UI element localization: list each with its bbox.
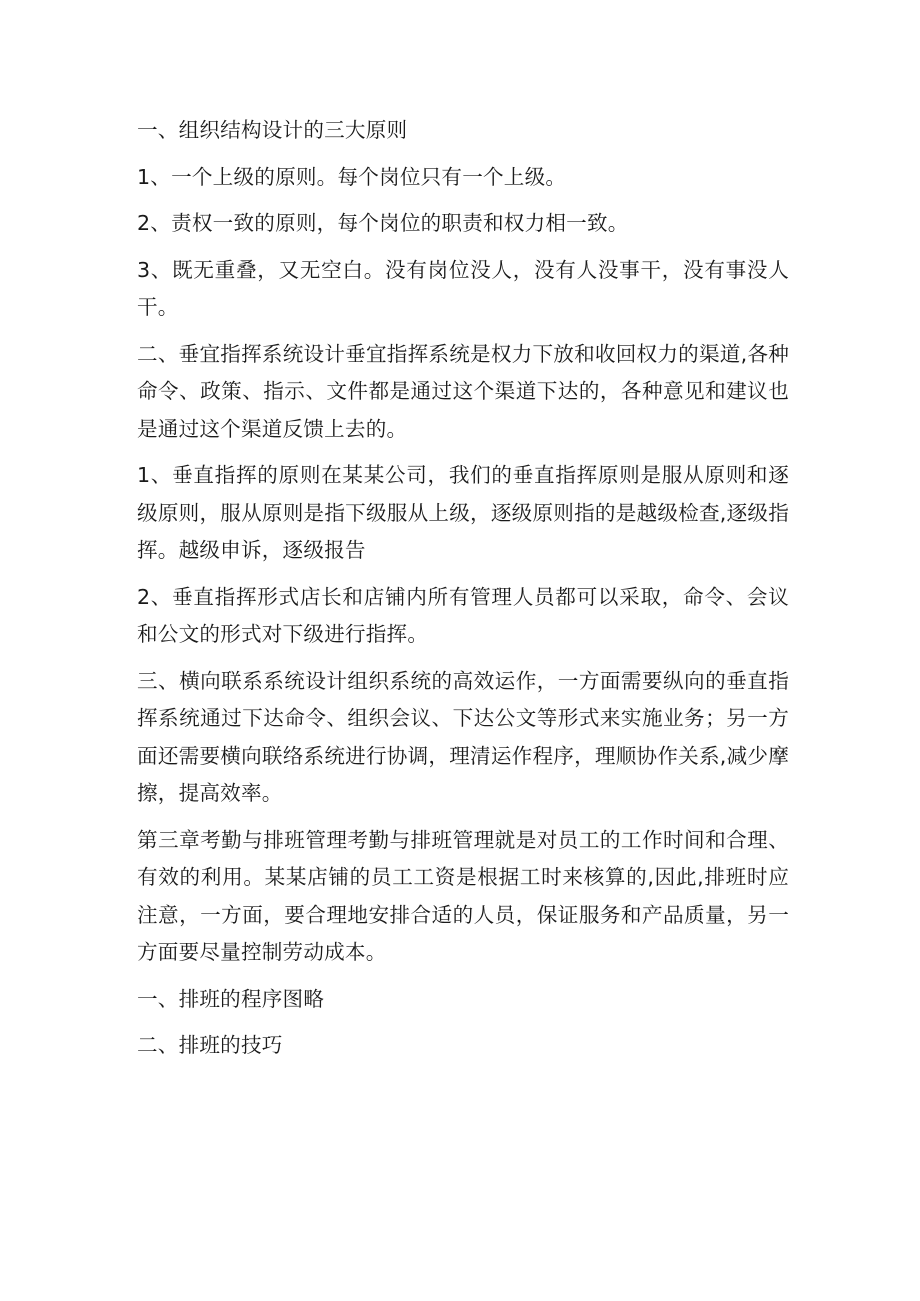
paragraph-principle-3: 3、既无重叠，又无空白。没有岗位没人，没有人没事干，没有事没人干。 (137, 257, 789, 319)
paragraph-principle-1: 1、一个上级的原则。每个岗位只有一个上级。 (137, 164, 567, 189)
scheduling-skills-heading: 二、排班的技巧 (137, 1033, 283, 1057)
scheduling-procedure-heading: 一、排班的程序图略 (137, 986, 325, 1011)
paragraph-vertical-principle: 1、垂直指挥的原则在某某公司，我们的垂直指挥原则是服从原则和逐级原则，服从原则是指下级服从上级，逐级原则指的是越级检查,逐级指挥。越级申诉，逐级报告 (137, 463, 789, 562)
section-heading-3: 三、横向联系系统设计组织系统的高效运作，一方面需要纵向的垂直指挥系统通过下达命令、组织会议、下达公文等形式来实施业务；另一方面还需要横向联络系统进行协调，理清运作程序，理顺协作关系,减少摩擦，提高效率。 (137, 668, 789, 805)
document-body (137, 112, 789, 1074)
section-heading-2: 二、垂宜指挥系统设计垂宜指挥系统是权力下放和收回权力的渠道,各种命令、政策、指示、文件都是通过这个渠道下达的，各种意见和建议也是通过这个渠道反馈上去的。 (137, 341, 789, 441)
section-heading-1: 一、组织结构设计的三大原则 (137, 118, 408, 142)
paragraph-principle-2: 2、责权一致的原则，每个岗位的职责和权力相一致。 (137, 211, 629, 235)
chapter-three-paragraph: 第三章考勤与排班管理考勤与排班管理就是对员工的工作时间和合理、有效的利用。某某店铺的员工工资是根据工时来核算的,因此,排班时应注意，一方面，要合理地安排合适的人员，保证服务和产品质量，另一方面要尽量控制劳动成本。 (137, 827, 789, 964)
paragraph-vertical-form: 2、垂直指挥形式店长和店铺内所有管理人员都可以采取，命令、会议和公文的形式对下级进行指挥。 (137, 584, 789, 646)
